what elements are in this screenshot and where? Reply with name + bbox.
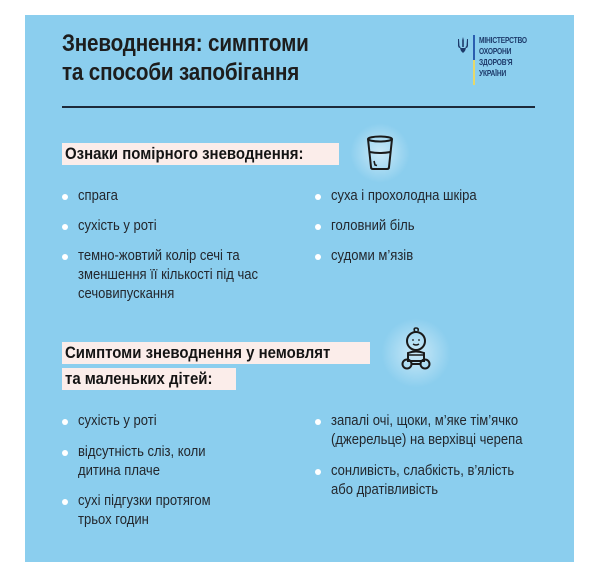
bullet-icon bbox=[62, 499, 68, 505]
list-item: судоми м’язів bbox=[315, 247, 493, 266]
list-item: сухі підгузки протягом трьох годин bbox=[62, 492, 225, 530]
list-item: сонливість, слабкість, в’ялість або дратівливість bbox=[315, 462, 544, 500]
divider bbox=[62, 106, 535, 108]
section-2-heading-line-2: та маленьких дітей: bbox=[62, 368, 236, 390]
section-2-heading-line-1: Симптоми зневоднення у немовлят bbox=[62, 342, 370, 364]
bullet-icon bbox=[62, 450, 68, 456]
bullet-icon bbox=[315, 469, 321, 475]
list-item: запалі очі, щоки, м’яке тім’ячко (джерельце) на верхівці черепа bbox=[315, 412, 544, 450]
list-item: темно-жовтий колір сечі та зменшення її кількості під час сечовипускання bbox=[62, 247, 278, 304]
list-item: суха і прохолодна шкіра bbox=[315, 187, 493, 206]
ministry-logo bbox=[457, 35, 540, 85]
page-title bbox=[62, 29, 309, 87]
list-item: сухість у роті bbox=[62, 217, 278, 236]
list-item: відсутність сліз, коли дитина плаче bbox=[62, 443, 225, 481]
section-1-right-list bbox=[315, 187, 493, 266]
bullet-icon bbox=[62, 224, 68, 230]
section-2-right-list bbox=[315, 412, 544, 500]
bullet-icon bbox=[62, 254, 68, 260]
ministry-name: МІНІСТЕРСТВО ОХОРОНИ ЗДОРОВ'Я УКРАЇНИ bbox=[479, 35, 527, 78]
bullet-icon bbox=[62, 194, 68, 200]
list-item: сухість у роті bbox=[62, 412, 225, 431]
trident-icon bbox=[457, 37, 469, 53]
water-glass-icon bbox=[366, 135, 394, 171]
section-2-left-list bbox=[62, 412, 225, 530]
ministry-flag-bar bbox=[473, 35, 475, 85]
section-1-heading: Ознаки помірного зневоднення: bbox=[62, 143, 339, 165]
list-item: спрага bbox=[62, 187, 278, 206]
title-line-2: та способи запобігання bbox=[62, 59, 300, 86]
bullet-icon bbox=[315, 194, 321, 200]
bullet-icon bbox=[315, 224, 321, 230]
infographic-card bbox=[25, 15, 574, 562]
section-1-left-list bbox=[62, 187, 278, 304]
bullet-icon bbox=[62, 419, 68, 425]
bullet-icon bbox=[315, 254, 321, 260]
bullet-icon bbox=[315, 419, 321, 425]
list-item: головний біль bbox=[315, 217, 493, 236]
title-line-1: Зневоднення: симптоми bbox=[62, 30, 309, 57]
baby-icon bbox=[400, 327, 432, 371]
